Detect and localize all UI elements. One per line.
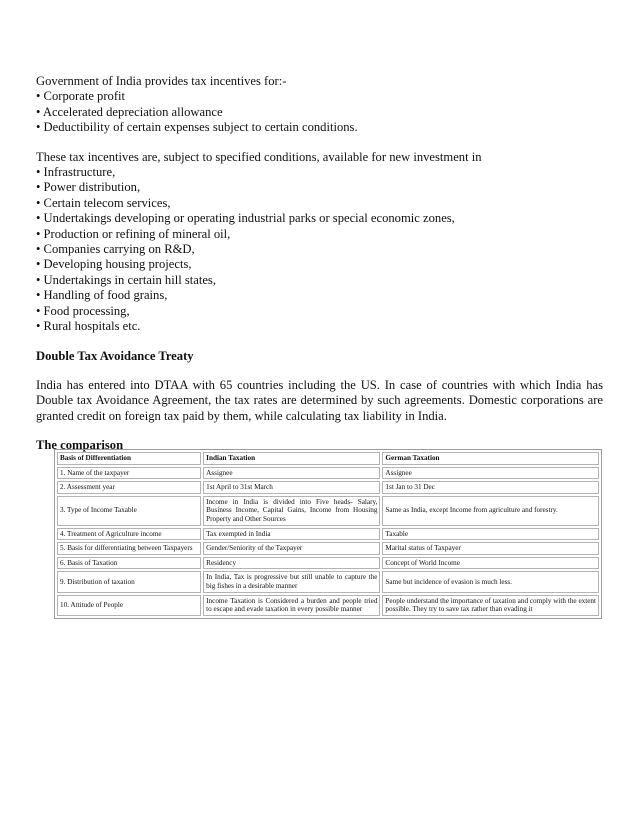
list-item: • Undertakings in certain hill states, xyxy=(36,272,216,287)
table-cell: 5. Basis for differentiating between Taxpayers xyxy=(57,542,201,555)
list-item: • Deductibility of certain expenses subject to certain conditions. xyxy=(36,120,358,135)
table-cell: 9. Distribution of taxation xyxy=(57,571,201,592)
list-item: • Accelerated depreciation allowance xyxy=(36,104,223,119)
header-cell: Indian Taxation xyxy=(203,452,380,465)
table-cell: 1st Jan to 31 Dec xyxy=(382,481,599,494)
table-cell: Assignee xyxy=(203,467,380,480)
table-row xyxy=(57,528,599,541)
list-item: • Certain telecom services, xyxy=(36,195,171,210)
table-row xyxy=(57,571,599,592)
table-cell: Income in India is divided into Five heads- Salary, Business Income, Capital Gains, Income from Housing Property and Other Sources xyxy=(203,496,380,526)
table-cell: Gender/Seniority of the Taxpayer xyxy=(203,542,380,555)
table-cell: Same as India, except Income from agriculture and forestry. xyxy=(382,496,599,526)
table-cell: 1st April to 31st March xyxy=(203,481,380,494)
table-row xyxy=(57,557,599,570)
table-cell: 1. Name of the taxpayer xyxy=(57,467,201,480)
table-row xyxy=(57,542,599,555)
comparison-heading: The comparison xyxy=(36,438,124,453)
table-cell: Residency xyxy=(203,557,380,570)
header-cell: Basis of Differentiation xyxy=(57,452,201,465)
table-header-row xyxy=(57,452,599,465)
table-row xyxy=(57,595,599,616)
list-item: • Infrastructure, xyxy=(36,165,116,180)
comparison-table xyxy=(54,449,602,619)
table-cell: Taxable xyxy=(382,528,599,541)
table-cell: In India, Tax is progressive but still unable to capture the big fishes in a desirable manner xyxy=(203,571,380,592)
list-item: • Power distribution, xyxy=(36,180,141,195)
list-item: • Production or refining of mineral oil, xyxy=(36,226,231,241)
list-item: • Rural hospitals etc. xyxy=(36,319,141,334)
dtaa-paragraph: India has entered into DTAA with 65 countries including the US. In case of countries with which India has Double tax Avoidance Agreement, the tax rates are determined by such agreements. Domestic corporations are granted credit on foreign tax paid by them, while calculating tax liability in India. xyxy=(36,377,603,423)
table-cell: 10. Attitude of People xyxy=(57,595,201,616)
table-cell: 3. Type of Income Taxable xyxy=(57,496,201,526)
list-item: • Handling of food grains, xyxy=(36,288,168,303)
list-item: • Food processing, xyxy=(36,303,130,318)
table-cell: Marital status of Taxpayer xyxy=(382,542,599,555)
list-item: • Corporate profit xyxy=(36,89,126,104)
table-cell: Concept of World Income xyxy=(382,557,599,570)
document-body xyxy=(36,74,603,454)
table-cell: Assignee xyxy=(382,467,599,480)
table-row xyxy=(57,496,599,526)
table-row xyxy=(57,481,599,494)
table-cell: Tax exempted in India xyxy=(203,528,380,541)
intro-heading: Government of India provides tax incentives for:- xyxy=(36,74,287,88)
table-cell: People understand the importance of taxation and comply with the extent possible. They try to save tax rather than evading it xyxy=(382,595,599,616)
table-cell: Income Taxation is Considered a burden and people tried to escape and evade taxation in every possible manner xyxy=(203,595,380,616)
table-cell: 6. Basis of Taxation xyxy=(57,557,201,570)
table-row xyxy=(57,467,599,480)
dtaa-heading: Double Tax Avoidance Treaty xyxy=(36,348,194,363)
list-item: • Undertakings developing or operating industrial parks or special economic zones, xyxy=(36,211,455,226)
header-cell: German Taxation xyxy=(382,452,599,465)
table-cell: 4. Treatment of Agriculture income xyxy=(57,528,201,541)
investment-lead: These tax incentives are, subject to specified conditions, available for new investment in xyxy=(36,149,482,164)
list-item: • Companies carrying on R&D, xyxy=(36,242,195,257)
table-cell: Same but incidence of evasion is much less. xyxy=(382,571,599,592)
list-item: • Developing housing projects, xyxy=(36,257,192,272)
table-cell: 2. Assessment year xyxy=(57,481,201,494)
